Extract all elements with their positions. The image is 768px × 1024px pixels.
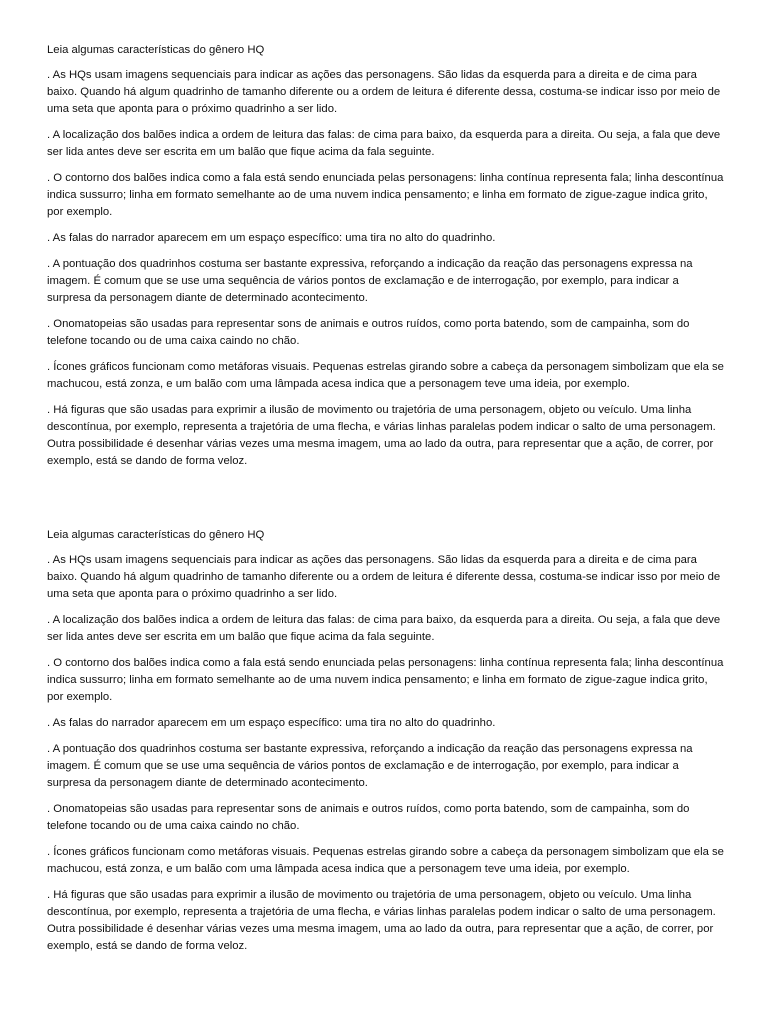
paragraph-balloon-location: . A localização dos balões indica a ordem de leitura das falas: de cima para baixo, da esquerda para a direita. Ou seja, a fala que deve ser lida antes deve ser escrita em um balão que fique acima da fala seguinte. [47, 614, 721, 643]
paragraph-movement: . Há figuras que são usadas para exprimir a ilusão de movimento ou trajetória de uma personagem, objeto ou veículo. Uma linha descontínua, por exemplo, representa a trajetória de uma flecha, e várias linhas paralelas podem indicar o salto de uma personagem. Outra possibilidade é desenhar várias vezes uma mesma imagem, uma ao lado da outra, para representar que a ação, de correr, por exemplo, está se dando de forma veloz. [47, 889, 716, 952]
paragraph-balloon-outline: . O contorno dos balões indica como a fala está sendo enunciada pelas personagens: linha contínua representa fala; linha descontínua indica sussurro; linha em formato semelhante ao de uma nuvem indica pensamento; e linha em formato de zigue-zague indica grito, por exemplo. [47, 657, 724, 703]
paragraph-narrator: . As falas do narrador aparecem em um espaço específico: uma tira no alto do quadrinho. [47, 717, 496, 729]
section-heading: Leia algumas características do gênero HQ [47, 529, 265, 541]
section-heading: Leia algumas características do gênero HQ [47, 44, 265, 56]
paragraph-sequential-images: . As HQs usam imagens sequenciais para indicar as ações das personagens. São lidas da esquerda para a direita e de cima para baixo. Quando há algum quadrinho de tamanho diferente ou a ordem de leitura é diferente dessa, costuma-se indicar isso por meio de uma seta que aponta para o próximo quadrinho a ser lido. [47, 554, 721, 600]
section-1 [47, 42, 725, 479]
paragraph-onomatopoeia: . Onomatopeias são usadas para representar sons de animais e outros ruídos, como porta batendo, som de campainha, som do telefone tocando ou de uma caixa caindo no chão. [47, 803, 690, 832]
paragraph-graphic-icons: . Ícones gráficos funcionam como metáforas visuais. Pequenas estrelas girando sobre a cabeça da personagem simbolizam que ela se machucou, está zonza, e um balão com uma lâmpada acesa indica que a personagem teve uma ideia, por exemplo. [47, 846, 724, 875]
paragraph-punctuation: . A pontuação dos quadrinhos costuma ser bastante expressiva, reforçando a indicação da reação das personagens expressa na imagem. É comum que se use uma sequência de vários pontos de exclamação e de interrogação, por exemplo, para indicar a surpresa da personagem diante de determinado acontecimento. [47, 743, 693, 789]
paragraph-narrator: . As falas do narrador aparecem em um espaço específico: uma tira no alto do quadrinho. [47, 232, 496, 244]
paragraph-balloon-location: . A localização dos balões indica a ordem de leitura das falas: de cima para baixo, da esquerda para a direita. Ou seja, a fala que deve ser lida antes deve ser escrita em um balão que fique acima da fala seguinte. [47, 129, 721, 158]
paragraph-movement: . Há figuras que são usadas para exprimir a ilusão de movimento ou trajetória de uma personagem, objeto ou veículo. Uma linha descontínua, por exemplo, representa a trajetória de uma flecha, e várias linhas paralelas podem indicar o salto de uma personagem. Outra possibilidade é desenhar várias vezes uma mesma imagem, uma ao lado da outra, para representar que a ação, de correr, por exemplo, está se dando de forma veloz. [47, 404, 716, 467]
paragraph-graphic-icons: . Ícones gráficos funcionam como metáforas visuais. Pequenas estrelas girando sobre a cabeça da personagem simbolizam que ela se machucou, está zonza, e um balão com uma lâmpada acesa indica que a personagem teve uma ideia, por exemplo. [47, 361, 724, 390]
section-2 [47, 527, 725, 964]
paragraph-punctuation: . A pontuação dos quadrinhos costuma ser bastante expressiva, reforçando a indicação da reação das personagens expressa na imagem. É comum que se use uma sequência de vários pontos de exclamação e de interrogação, por exemplo, para indicar a surpresa da personagem diante de determinado acontecimento. [47, 258, 693, 304]
paragraph-sequential-images: . As HQs usam imagens sequenciais para indicar as ações das personagens. São lidas da esquerda para a direita e de cima para baixo. Quando há algum quadrinho de tamanho diferente ou a ordem de leitura é diferente dessa, costuma-se indicar isso por meio de uma seta que aponta para o próximo quadrinho a ser lido. [47, 69, 721, 115]
paragraph-balloon-outline: . O contorno dos balões indica como a fala está sendo enunciada pelas personagens: linha contínua representa fala; linha descontínua indica sussurro; linha em formato semelhante ao de uma nuvem indica pensamento; e linha em formato de zigue-zague indica grito, por exemplo. [47, 172, 724, 218]
paragraph-onomatopoeia: . Onomatopeias são usadas para representar sons de animais e outros ruídos, como porta batendo, som de campainha, som do telefone tocando ou de uma caixa caindo no chão. [47, 318, 690, 347]
